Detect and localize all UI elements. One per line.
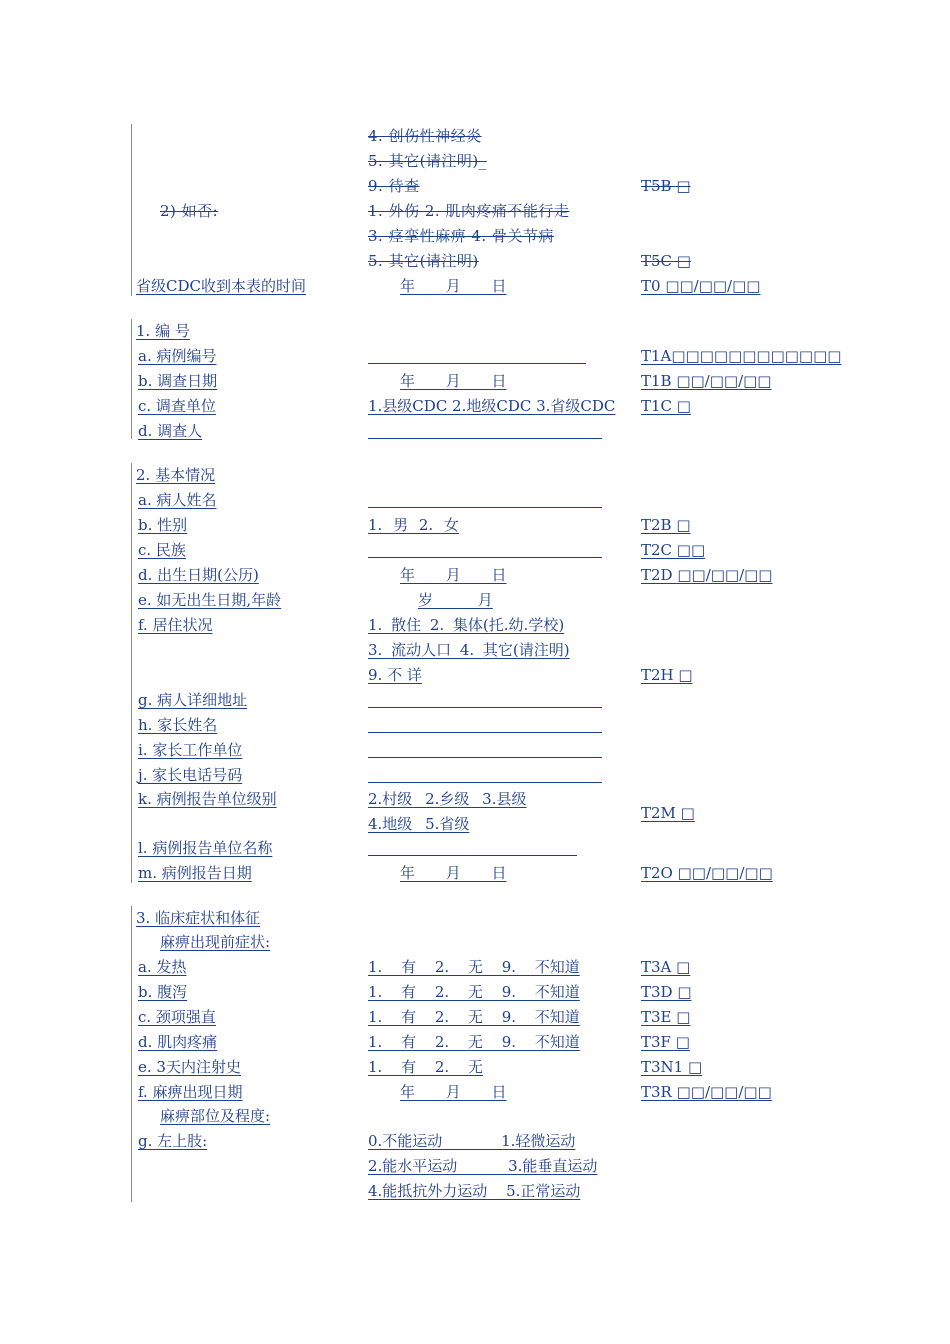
field-label: 省级CDC收到本表的时间 [136, 277, 306, 295]
option-line[interactable]: 1. 有 2. 无 9. 不知道 [368, 1033, 580, 1051]
subsection-title: 麻痹出现前症状: [160, 933, 271, 951]
field-label: f. 麻痹出现日期 [138, 1083, 243, 1101]
row-parent-phone [0, 763, 950, 787]
field-label: d. 肌肉疼痛 [138, 1033, 218, 1051]
patient-name-input[interactable] [368, 490, 602, 508]
row-left-arm [0, 1129, 950, 1153]
field-label: e. 3天内注射史 [138, 1058, 241, 1076]
row-patient-name [0, 488, 950, 512]
field-code: T5C □ [641, 252, 691, 270]
field-label: l. 病例报告单位名称 [138, 839, 273, 857]
field-label: a. 病人姓名 [138, 491, 217, 509]
field-code: T3D □ [641, 983, 692, 1001]
option-line[interactable]: 1. 有 2. 无 [368, 1058, 483, 1076]
field-label: b. 腹泻 [138, 983, 188, 1001]
section-title: 1. 编 号 [136, 322, 190, 340]
parent-work-input[interactable] [368, 740, 602, 758]
field-label: k. 病例报告单位级别 [138, 790, 277, 808]
date-field[interactable]: 年 月 日 [400, 566, 507, 584]
row-top-e [0, 224, 950, 248]
row-paralysis-date [0, 1080, 950, 1104]
option-line[interactable]: 1. 有 2. 无 9. 不知道 [368, 983, 580, 1001]
parent-phone-input[interactable] [368, 765, 602, 783]
field-label: d. 调查人 [138, 422, 203, 440]
field-code: T3E □ [641, 1008, 691, 1026]
field-code: T1C □ [641, 397, 691, 415]
field-label: c. 调查单位 [138, 397, 216, 415]
field-label: b. 调查日期 [138, 372, 218, 390]
row-pre-symptoms [0, 930, 950, 954]
option-line: 1. 外伤 2. 肌肉疼痛不能行走 [368, 202, 570, 220]
field-code: T0 □□/□□/□□ [641, 277, 761, 295]
row-top-a [0, 124, 950, 148]
row-survey-unit [0, 394, 950, 418]
row-parent-name [0, 713, 950, 737]
field-label: h. 家长姓名 [138, 716, 218, 734]
section-title: 3. 临床症状和体征 [136, 909, 261, 927]
row-residence-3 [0, 663, 950, 687]
field-label: 2) 如否: [160, 202, 219, 220]
case-number-input[interactable] [368, 346, 586, 364]
option-line: 5. 其它(请注明) [368, 252, 479, 270]
row-top-f [0, 249, 950, 273]
field-label: a. 病例编号 [138, 347, 217, 365]
parent-name-input[interactable] [368, 715, 602, 733]
field-label: d. 出生日期(公历) [138, 566, 259, 584]
row-injection [0, 1055, 950, 1079]
field-code: T2C □□ [641, 541, 706, 559]
row-paralysis-site [0, 1104, 950, 1128]
option-line[interactable]: 1. 男 2. 女 [368, 516, 459, 534]
option-line[interactable]: 4.地级 5.省级 [368, 815, 470, 833]
row-parent-work [0, 738, 950, 762]
field-label: g. 左上肢: [138, 1132, 208, 1150]
field-label: b. 性别 [138, 516, 188, 534]
row-neck-stiffness [0, 1005, 950, 1029]
field-code: T2M □ [641, 804, 695, 822]
date-field[interactable]: 年 月 日 [400, 1083, 507, 1101]
field-code: T1B □□/□□/□□ [641, 372, 772, 390]
date-field[interactable]: 年 月 日 [400, 372, 507, 390]
option-line: 3. 痉挛性麻痹 4. 骨关节病 [368, 227, 554, 245]
row-address [0, 688, 950, 712]
option-line[interactable]: 2.能水平运动 3.能垂直运动 [368, 1157, 598, 1175]
row-top-b [0, 149, 950, 173]
row-residence-2 [0, 638, 950, 662]
field-label: m. 病例报告日期 [138, 864, 252, 882]
option-line[interactable]: 1. 散住 2. 集体(托.幼.学校) [368, 616, 565, 634]
row-report-level-code [0, 801, 950, 825]
row-report-unit [0, 836, 950, 860]
field-label: e. 如无出生日期,年龄 [138, 591, 282, 609]
section-2-title [0, 463, 950, 487]
field-label: c. 颈项强直 [138, 1008, 216, 1026]
row-sex [0, 513, 950, 537]
field-label: c. 民族 [138, 541, 186, 559]
row-age [0, 588, 950, 612]
option-line[interactable]: 1. 有 2. 无 9. 不知道 [368, 1008, 580, 1026]
row-case-number [0, 344, 950, 368]
field-label: a. 发热 [138, 958, 187, 976]
date-field[interactable]: 年 月 日 [400, 277, 507, 295]
field-label: i. 家长工作单位 [138, 741, 243, 759]
field-code: T3N1 □ [641, 1058, 703, 1076]
option-line[interactable]: 2.村级 2.乡级 3.县级 [368, 790, 527, 808]
section-1-title [0, 319, 950, 343]
report-unit-input[interactable] [368, 838, 577, 856]
field-code: T3F □ [641, 1033, 690, 1051]
option-line: 9. 待查 [368, 177, 420, 195]
field-code: T3A □ [641, 958, 691, 976]
field-label: g. 病人详细地址 [138, 691, 248, 709]
row-top-d [0, 199, 950, 223]
row-left-arm-3 [0, 1179, 950, 1203]
row-ethnicity [0, 538, 950, 562]
address-input[interactable] [368, 690, 602, 708]
section-3-title [0, 906, 950, 930]
row-birth-date [0, 563, 950, 587]
ethnicity-input[interactable] [368, 540, 602, 558]
field-code: T5B □ [641, 177, 691, 195]
row-residence [0, 613, 950, 637]
option-line[interactable]: 0.不能运动 1.轻微运动 [368, 1132, 576, 1150]
option-line[interactable]: 3. 流动人口 4. 其它(请注明) [368, 641, 570, 659]
row-survey-date [0, 369, 950, 393]
row-report-date [0, 861, 950, 885]
option-line: 4. 创伤性神经炎 [368, 127, 482, 145]
date-field[interactable]: 年 月 日 [400, 864, 507, 882]
option-line: 5. 其它(请注明)_ [368, 152, 487, 170]
row-left-arm-2 [0, 1154, 950, 1178]
row-diarrhea [0, 980, 950, 1004]
row-fever [0, 955, 950, 979]
field-code: T1A□□□□□□□□□□□□ [641, 347, 842, 365]
age-field[interactable]: 岁 月 [418, 591, 493, 609]
row-cdc-received [0, 274, 950, 298]
row-muscle-pain [0, 1030, 950, 1054]
section-title: 2. 基本情况 [136, 466, 216, 484]
subsection-title: 麻痹部位及程度: [160, 1107, 271, 1125]
option-line[interactable]: 1.县级CDC 2.地级CDC 3.省级CDC [368, 397, 616, 415]
row-surveyor [0, 419, 950, 443]
row-top-c [0, 174, 950, 198]
field-code: T2B □ [641, 516, 691, 534]
field-code: T3R □□/□□/□□ [641, 1083, 772, 1101]
field-label: j. 家长电话号码 [138, 766, 243, 784]
option-line[interactable]: 4.能抵抗外力运动 5.正常运动 [368, 1182, 581, 1200]
field-label: f. 居住状况 [138, 616, 213, 634]
surveyor-input[interactable] [368, 421, 602, 439]
field-code: T2D □□/□□/□□ [641, 566, 773, 584]
field-code: T2H □ [641, 666, 693, 684]
option-line[interactable]: 9. 不 详 [368, 666, 422, 684]
field-code: T2O □□/□□/□□ [641, 864, 773, 882]
option-line[interactable]: 1. 有 2. 无 9. 不知道 [368, 958, 580, 976]
